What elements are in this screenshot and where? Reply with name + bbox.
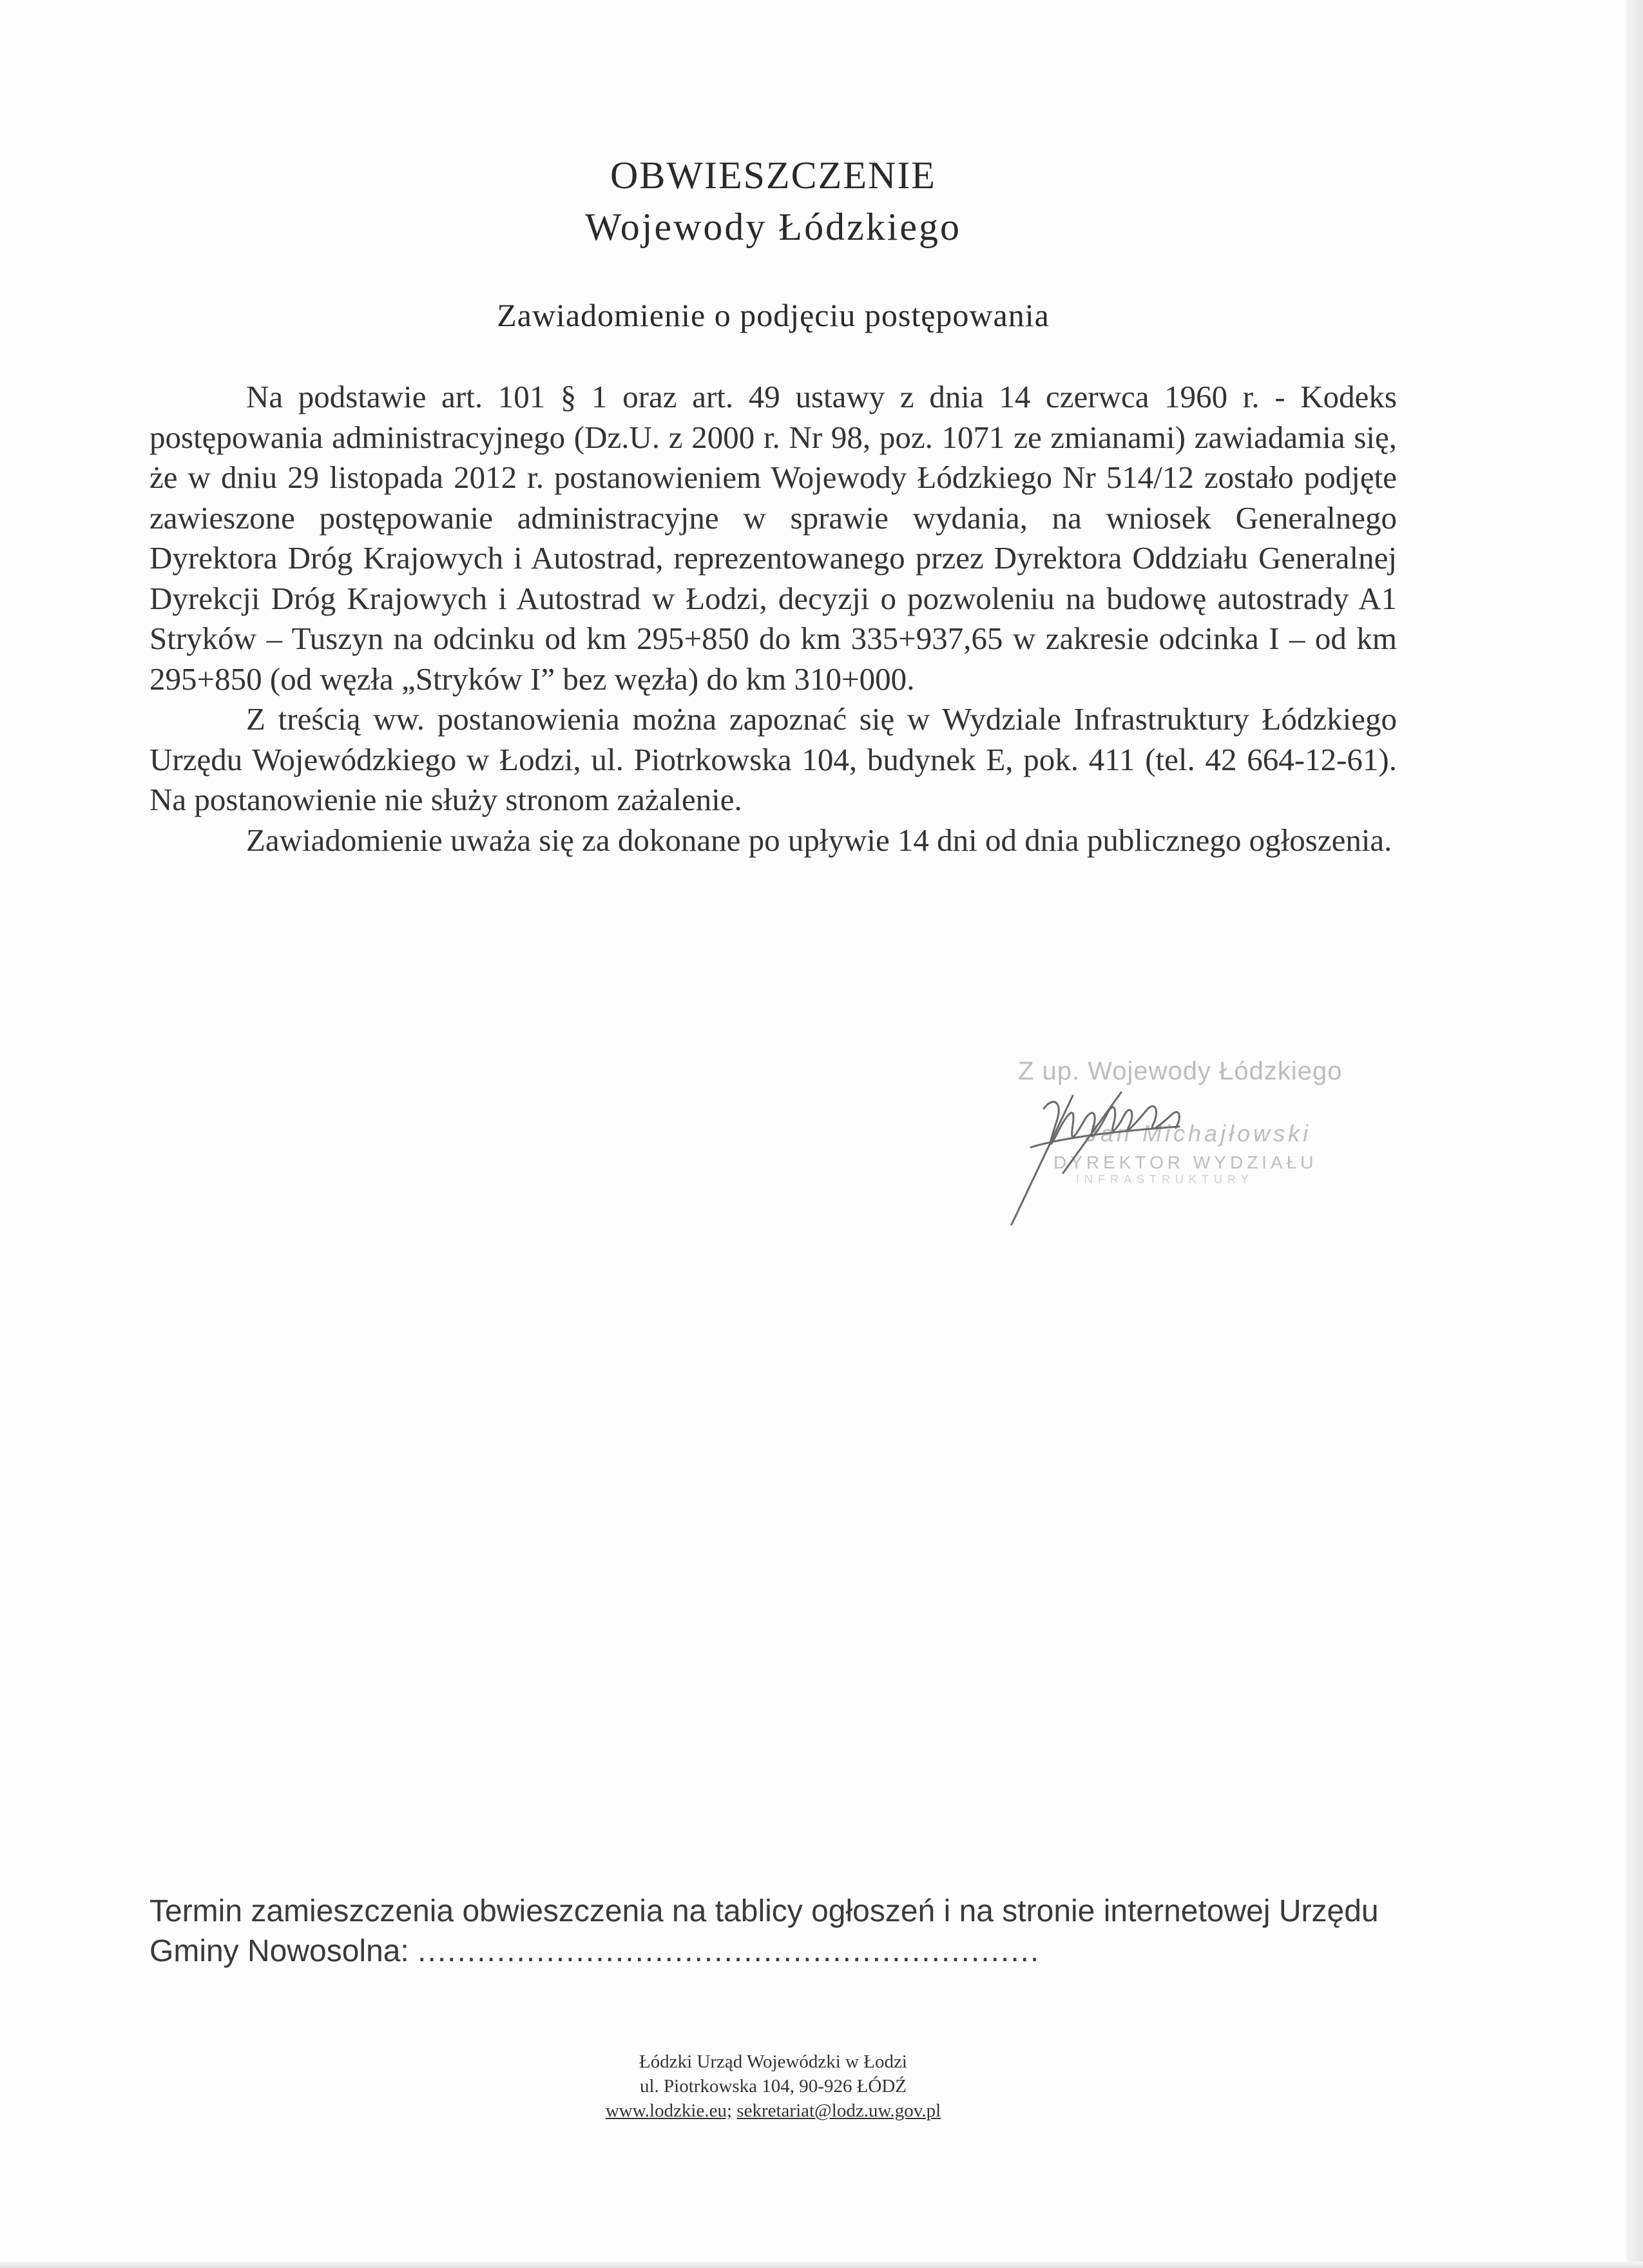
- notice-title: Zawiadomienie o podjęciu postępowania: [497, 297, 1050, 333]
- document-title: OBWIESZCZENIE: [610, 154, 936, 197]
- body-paragraph-3: Zawiadomienie uważa się za dokonane po upływie 14 dni od dnia publicznego ogłoszenia.: [246, 822, 1392, 858]
- document-subtitle: Wojewody Łódzkiego: [584, 206, 962, 248]
- body-paragraph-1: Na podstawie art. 101 § 1 oraz art. 49 ustawy z dnia 14 czerwca 1960 r. - Kodeks postępowania administracyjnego (Dz.U. z 2000 r. Nr 98, poz. 1071 ze zmianami) zawiadamia się, że w dniu 29 listopada 2012 r. postanowieniem Wojewody Łódzkiego Nr 514/12 zostało podjęte zawieszone postępowanie administracyjne w sprawie wydania, na wniosek Generalnego Dyrektora Dróg Krajowych i Autostrad, reprezentowanego przez Dyrektora Oddziału Generalnej Dyrekcji Dróg Krajowych i Autostrad w Łodzi, decyzji o pozwoleniu na budowę autostrady A1 Stryków – Tuszyn na odcinku od km 295+850 do km 335+937,65 w zakresie odcinka I – od km 295+850 (od węzła „Stryków I” bez węzła) do km 310+000.: [149, 379, 1397, 697]
- scan-edge: [1626, 0, 1643, 2268]
- signature-stamp: [986, 1057, 1411, 1250]
- body-paragraph-2: Z treścią ww. postanowienia można zapoznać się w Wydziale Infrastruktury Łódzkiego Urzędu Wojewódzkiego w Łodzi, ul. Piotrkowska 104, budynek E, pok. 411 (tel. 42 664-12-61). Na postanowienie nie służy stronom zażalenie.: [149, 701, 1397, 817]
- address-office-name: Łódzki Urząd Wojewódzki w Łodzi: [639, 2051, 907, 2072]
- address-street: ul. Piotrkowska 104, 90-926 ŁÓDŹ: [639, 2076, 907, 2097]
- notice-body: [149, 377, 1397, 860]
- posting-term: [149, 1892, 1399, 1972]
- stamp-position-line: DYREKTOR WYDZIAŁU: [1053, 1152, 1318, 1172]
- scan-bottom-edge: [0, 2262, 1643, 2268]
- posting-term-blank: ...............................................................: [418, 1934, 1041, 1968]
- stamp-department-line: INFRASTRUKTURY: [1076, 1173, 1254, 1186]
- handwritten-signature-icon: [986, 1057, 1411, 1250]
- posting-term-text: Termin zamieszczenia obwieszczenia na tablicy ogłoszeń i na stronie internetowej Urzędu Gminy Nowosolna:: [149, 1894, 1379, 1968]
- email-link[interactable]: sekretariat@lodz.uw.gov.pl: [736, 2100, 941, 2121]
- address-links: [0, 2098, 1546, 2123]
- stamp-name-line: Jan Michajłowski: [1086, 1120, 1312, 1147]
- stamp-authority-line: Z up. Wojewody Łódzkiego: [1018, 1057, 1343, 1085]
- website-link[interactable]: www.lodzkie.eu;: [605, 2100, 733, 2121]
- office-address: [0, 2050, 1546, 2123]
